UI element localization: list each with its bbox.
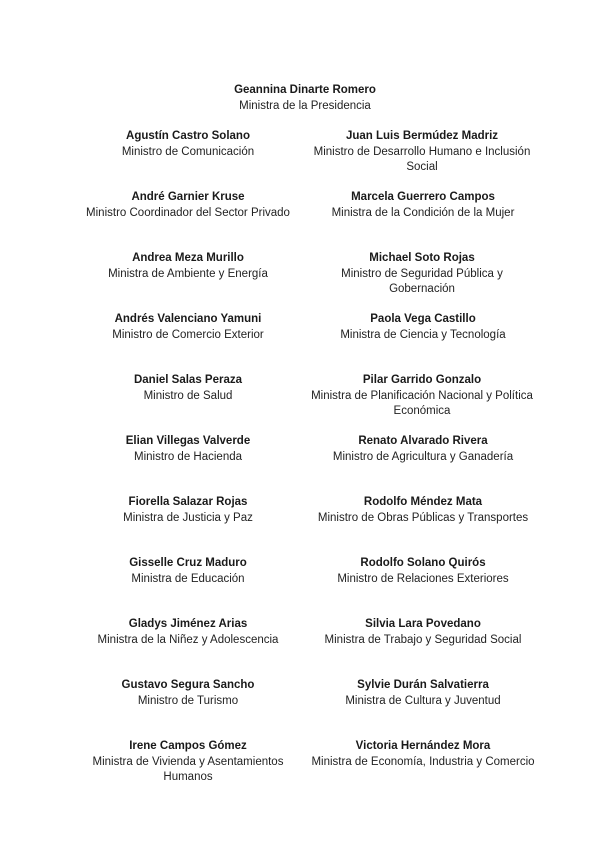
minister-name: Elian Villegas Valverde: [125, 435, 251, 447]
minister-entry-left-1: [68, 129, 308, 160]
minister-name: Pilar Garrido Gonzalo: [362, 374, 482, 386]
minister-entry-left-6: [68, 434, 308, 465]
minister-role: Ministro de Obras Públicas y Transportes: [317, 511, 529, 524]
minister-name: Rodolfo Solano Quirós: [360, 557, 486, 569]
minister-name: Renato Alvarado Rivera: [358, 435, 488, 447]
minister-name: Fiorella Salazar Rojas: [128, 496, 248, 508]
minister-entry-right-1: [305, 129, 539, 176]
minister-role: Ministro de Desarrollo Humano e Inclusión Social: [313, 145, 531, 173]
minister-role: Ministra de Ambiente y Energía: [108, 267, 268, 280]
head-role: Ministra de la Presidencia: [239, 99, 371, 112]
minister-entry-left-8: [68, 556, 308, 587]
minister-name: Michael Soto Rojas: [369, 252, 475, 264]
minister-role: Ministra de la Condición de la Mujer: [331, 206, 515, 219]
minister-entry-right-2: [302, 190, 544, 221]
minister-role: Ministra de Vivienda y Asentamientos Humanos: [92, 755, 284, 783]
minister-role: Ministro de Seguridad Pública y Gobernación: [341, 267, 503, 295]
minister-entry-left-2: [68, 190, 308, 221]
minister-role: Ministra de Trabajo y Seguridad Social: [324, 633, 522, 646]
minister-entry-right-11: [298, 739, 548, 770]
minister-name: Paola Vega Castillo: [370, 313, 476, 325]
minister-name: Irene Campos Gómez: [129, 740, 247, 752]
minister-role: Ministra de Educación: [131, 572, 245, 585]
minister-role: Ministro de Comunicación: [121, 145, 255, 158]
minister-entry-left-10: [68, 678, 308, 709]
minister-name: Rodolfo Méndez Mata: [363, 496, 483, 508]
minister-role: Ministra de Economía, Industria y Comercio: [311, 755, 535, 768]
minister-entry-left-3: [68, 251, 308, 282]
minister-entry-right-4: [302, 312, 544, 343]
minister-name: André Garnier Kruse: [131, 191, 245, 203]
minister-name: Sylvie Durán Salvatierra: [357, 679, 489, 691]
head-name: Geannina Dinarte Romero: [234, 84, 376, 96]
minister-entry-left-5: [68, 373, 308, 404]
minister-entry-right-9: [302, 617, 544, 648]
minister-role: Ministra de Justicia y Paz: [123, 511, 253, 524]
minister-entry-left-4: [68, 312, 308, 343]
minister-name: Andrés Valenciano Yamuni: [114, 313, 262, 325]
minister-entry-right-8: [302, 556, 544, 587]
minister-name: Andrea Meza Murillo: [132, 252, 244, 264]
minister-entry-left-9: [68, 617, 308, 648]
minister-name: Daniel Salas Peraza: [133, 374, 243, 386]
minister-role: Ministra de Cultura y Juventud: [345, 694, 501, 707]
minister-role: Ministra de Ciencia y Tecnología: [340, 328, 506, 341]
minister-entry-right-7: [302, 495, 544, 526]
head-entry: [155, 83, 455, 114]
minister-role: Ministra de la Niñez y Adolescencia: [97, 633, 279, 646]
minister-name: Gisselle Cruz Maduro: [129, 557, 247, 569]
minister-name: Silvia Lara Povedano: [365, 618, 481, 630]
minister-role: Ministro de Comercio Exterior: [112, 328, 264, 341]
minister-entry-right-10: [302, 678, 544, 709]
minister-name: Marcela Guerrero Campos: [351, 191, 495, 203]
minister-name: Gustavo Segura Sancho: [121, 679, 255, 691]
minister-entry-left-11: [78, 739, 298, 786]
minister-role: Ministro de Turismo: [137, 694, 239, 707]
minister-entry-right-6: [302, 434, 544, 465]
minister-role: Ministro Coordinador del Sector Privado: [86, 206, 290, 219]
minister-name: Agustín Castro Solano: [126, 130, 250, 142]
minister-entry-left-7: [68, 495, 308, 526]
minister-name: Juan Luis Bermúdez Madriz: [345, 130, 499, 142]
minister-role: Ministro de Salud: [143, 389, 233, 402]
minister-entry-right-3: [330, 251, 514, 298]
minister-role: Ministro de Hacienda: [133, 450, 243, 463]
minister-name: Gladys Jiménez Arias: [128, 618, 248, 630]
minister-role: Ministro de Relaciones Exteriores: [337, 572, 509, 585]
minister-entry-right-5: [305, 373, 539, 420]
minister-role: Ministro de Agricultura y Ganadería: [332, 450, 514, 463]
minister-role: Ministra de Planificación Nacional y Política Económica: [311, 389, 533, 417]
minister-name: Victoria Hernández Mora: [355, 740, 491, 752]
